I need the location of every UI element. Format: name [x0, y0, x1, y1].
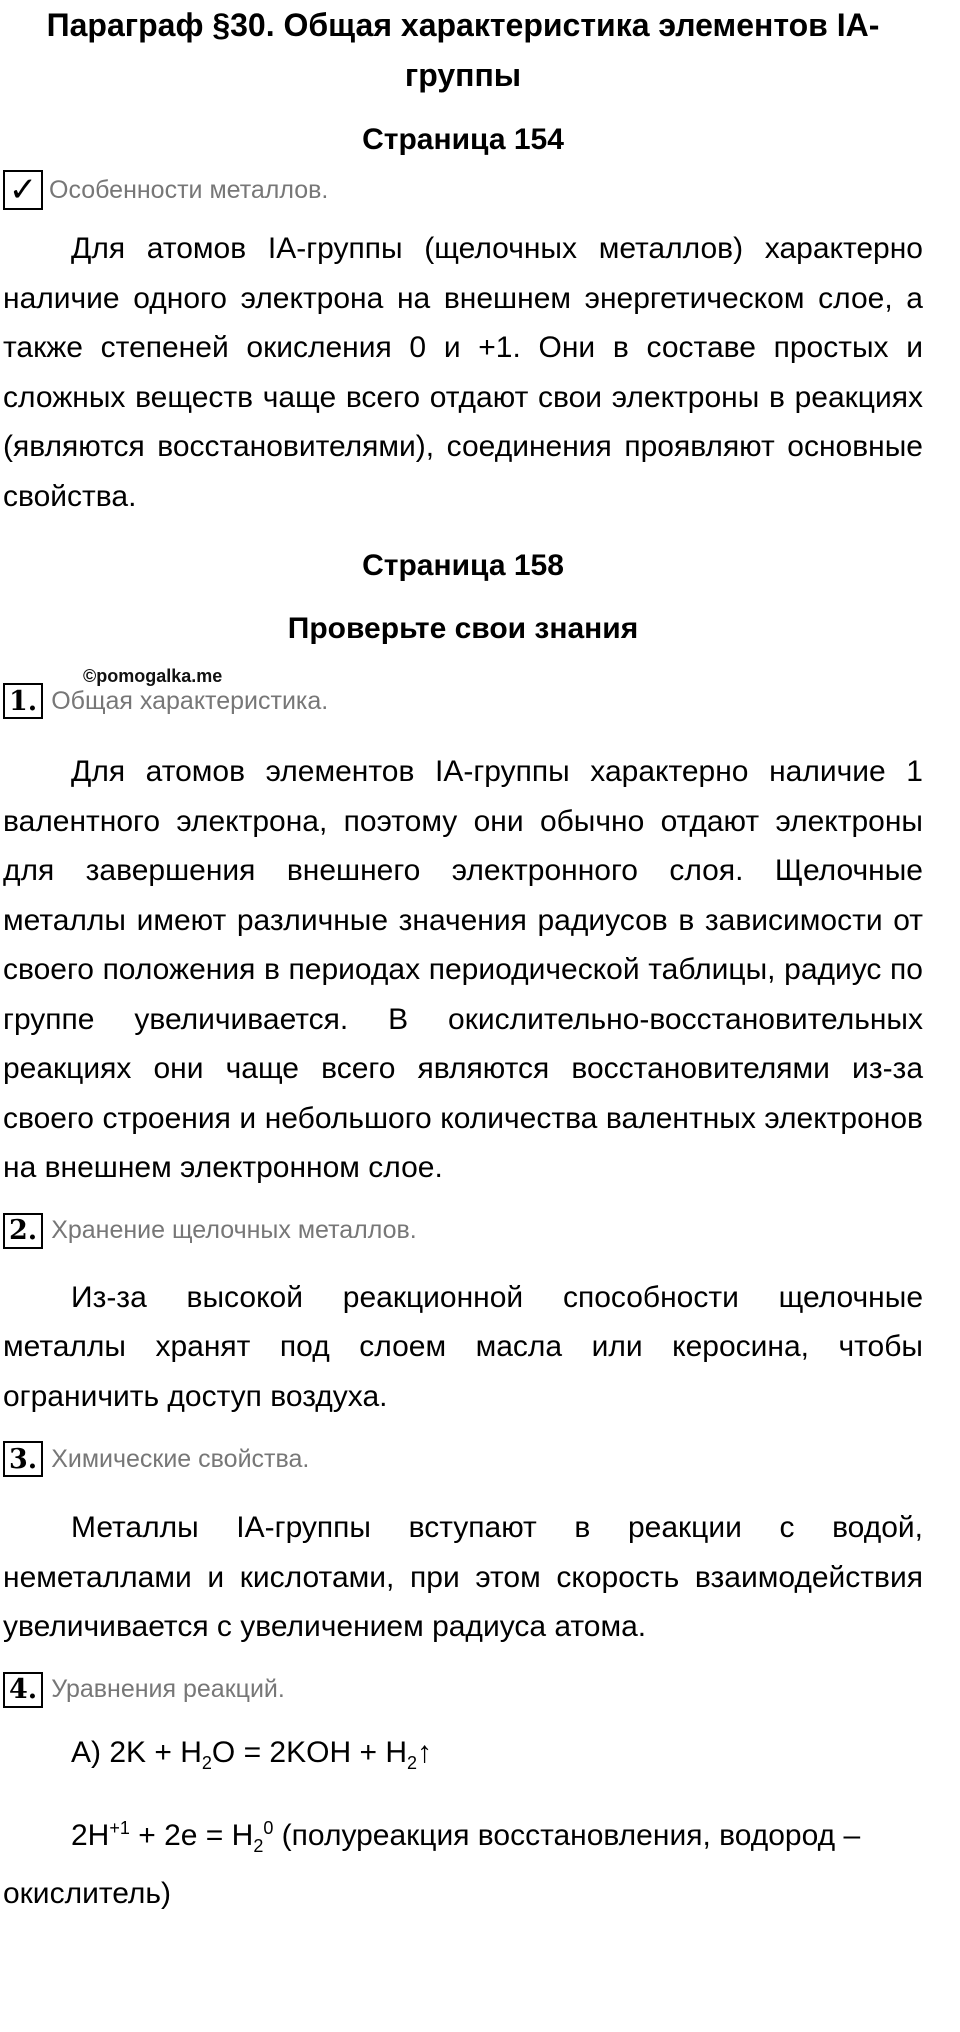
task-4 [3, 1668, 923, 1712]
half-reaction-sup2: 0 [263, 1817, 274, 1838]
equation-a-sub1: 2 [201, 1752, 212, 1773]
half-reaction-part3: (полуреакция восстановления, водород – окислитель) [3, 1818, 861, 1910]
task-3-answer: Металлы IA-группы вступают в реакции с водой, неметаллами и кислотами, при этом скорость взаимодействия увеличивается с увеличением радиуса атома. [3, 1511, 923, 1643]
task-3 [3, 1437, 923, 1481]
equation-a-mid: O = 2KOH + H [211, 1735, 407, 1769]
task-number-box: 3. [3, 1441, 43, 1477]
task-1-answer: Для атомов элементов IA-группы характерно наличие 1 валентного электрона, поэтому они обычно отдают электроны для завершения внешнего электронного слоя. Щелочные металлы имеют различные значения радиусов в зависимости от своего положения в периодах периодической таблицы, радиус по группе увеличивается. В окислительно-восстановительных реакциях они чаще всего являются восстановителями из-за своего строения и небольшого количества валентных электронов на внешнем электронном слое. [3, 755, 923, 1184]
half-reaction-sup1: +1 [109, 1817, 130, 1838]
task-check-label: Особенности металлов. [49, 175, 329, 204]
task-number-box: 4. [3, 1672, 43, 1708]
task-2 [3, 1209, 923, 1253]
equation-a-sub2: 2 [406, 1752, 417, 1773]
task-label: Хранение щелочных металлов. [51, 1216, 417, 1244]
half-reaction-part1: 2H [71, 1818, 110, 1852]
task-check [3, 168, 923, 212]
task-label: Уравнения реакций. [51, 1675, 285, 1703]
watermark: ©pomogalka.me [83, 666, 223, 686]
page-158-heading: Страница 158 [362, 549, 564, 582]
task-2-answer: Из-за высокой реакционной способности щелочные металлы хранят под слоем масла или керосина, чтобы ограничить доступ воздуха. [3, 1280, 923, 1413]
equation-a-prefix: А) 2K + H [71, 1735, 202, 1769]
page-154-heading: Страница 154 [362, 123, 564, 156]
half-reaction-part2: + 2e = H [129, 1818, 254, 1852]
gas-arrow-icon: ↑ [417, 1735, 432, 1769]
page-154-paragraph: Для атомов IA-группы (щелочных металлов) характерно наличие одного электрона на внешнем энергетическом слое, а также степеней окисления 0 и +1. Они в составе простых и сложных веществ чаще всего отдают свои электроны в реакциях (являются восстановителями), соединения проявляют основные свойства. [3, 232, 923, 513]
task-number-box: 1. [3, 683, 43, 719]
check-icon: ✓ [3, 170, 43, 210]
page-158-subheading: Проверьте свои знания [287, 612, 639, 645]
half-reaction-sub1: 2 [253, 1835, 264, 1856]
page-title: Параграф §30. Общая характеристика элементов IA-группы [46, 7, 880, 93]
half-reaction [3, 1804, 923, 1918]
equation-a [3, 1728, 923, 1788]
task-number-box: 2. [3, 1213, 43, 1249]
task-label: Химические свойства. [51, 1444, 310, 1473]
task-label: Общая характеристика. [51, 686, 329, 715]
